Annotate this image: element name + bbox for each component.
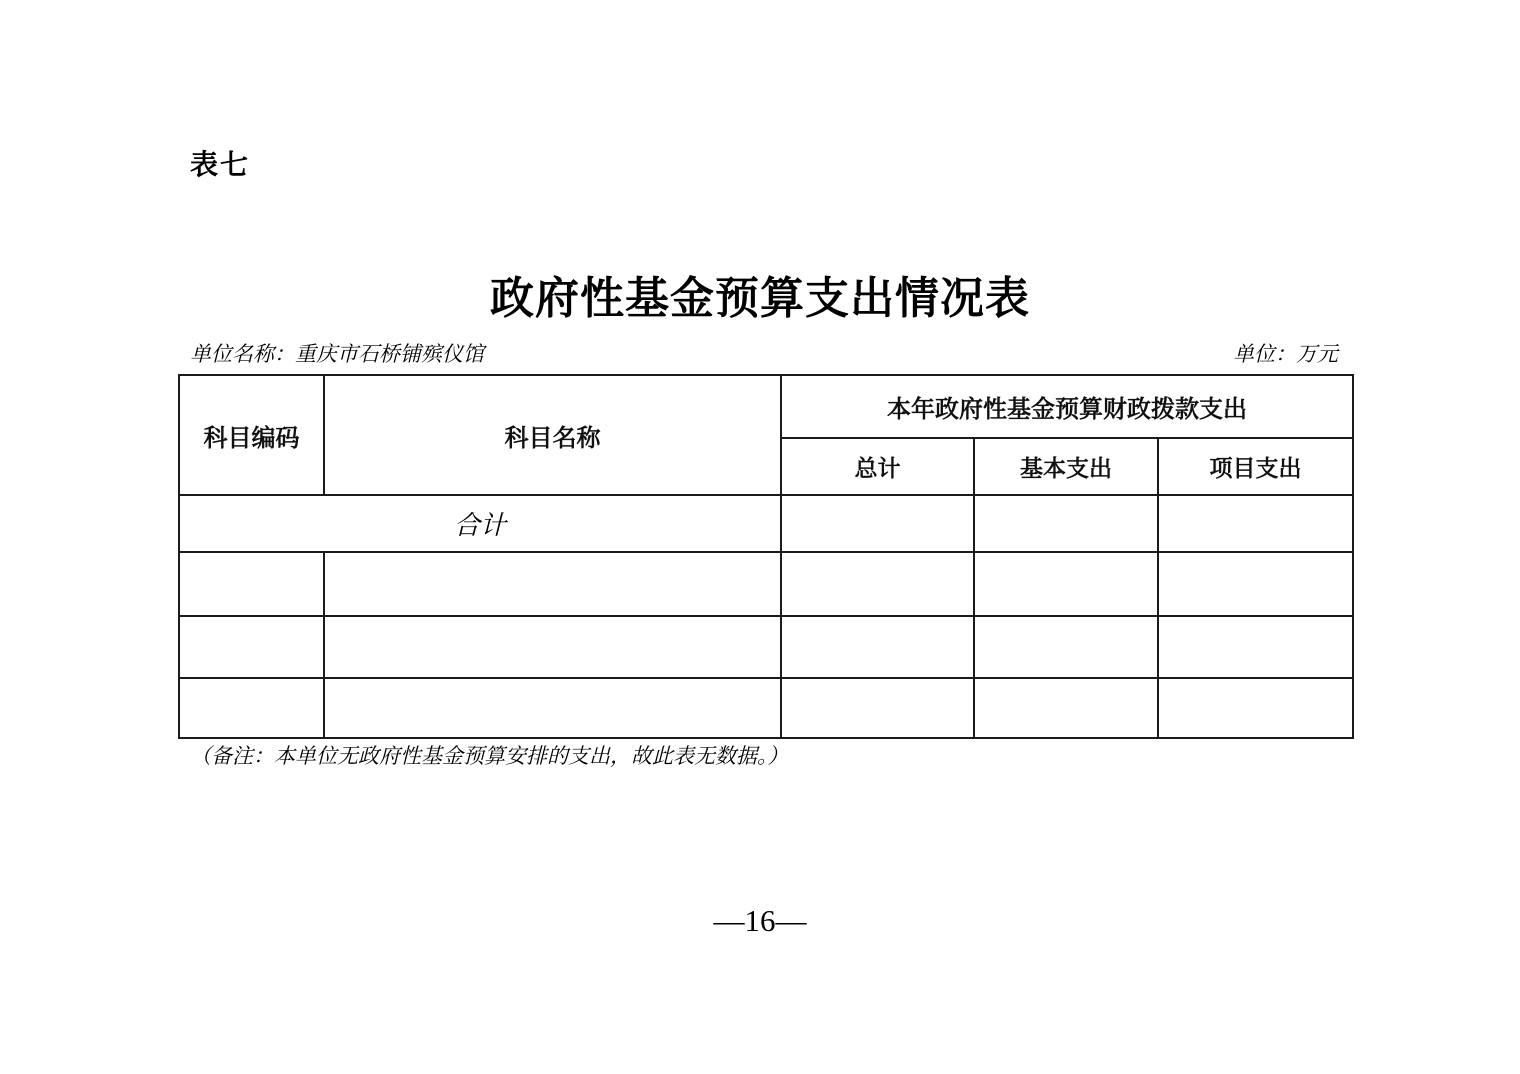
header-sub-total: 总计 [781,438,974,495]
total-row-project-cell [1158,495,1353,552]
table-number-label: 表七 [190,149,251,180]
cell-total [781,616,974,678]
table-row [179,552,1353,616]
header-sub-project: 项目支出 [1158,438,1353,495]
cell-code [179,678,324,738]
page-number: —16— [713,903,807,938]
cell-name [324,678,781,738]
cell-project [1158,616,1353,678]
total-row-basic-cell [974,495,1158,552]
cell-project [1158,552,1353,616]
header-sub-basic: 基本支出 [974,438,1158,495]
total-row [179,495,1353,552]
cell-project [1158,678,1353,738]
table-row [179,616,1353,678]
cell-basic [974,616,1158,678]
cell-name [324,552,781,616]
cell-total [781,552,974,616]
header-fund-expenditure-group: 本年政府性基金预算财政拨款支出 [781,375,1353,438]
unit-name-label: 单位名称：重庆市石桥铺殡仪馆 [190,342,484,366]
header-subject-name: 科目名称 [324,375,781,495]
cell-code [179,552,324,616]
page-title: 政府性基金预算支出情况表 [490,274,1030,324]
header-subject-code: 科目编码 [179,375,324,495]
total-row-label: 合计 [179,495,781,552]
unit-of-measure-label: 单位：万元 [1233,342,1338,366]
cell-total [781,678,974,738]
budget-table [178,374,1354,739]
table-row [179,678,1353,738]
cell-basic [974,552,1158,616]
cell-code [179,616,324,678]
total-row-total-cell [781,495,974,552]
table-meta-row [190,338,1338,368]
header-row-1 [179,375,1353,438]
table-note: （备注：本单位无政府性基金预算安排的支出，故此表无数据。） [190,744,789,768]
cell-basic [974,678,1158,738]
cell-name [324,616,781,678]
